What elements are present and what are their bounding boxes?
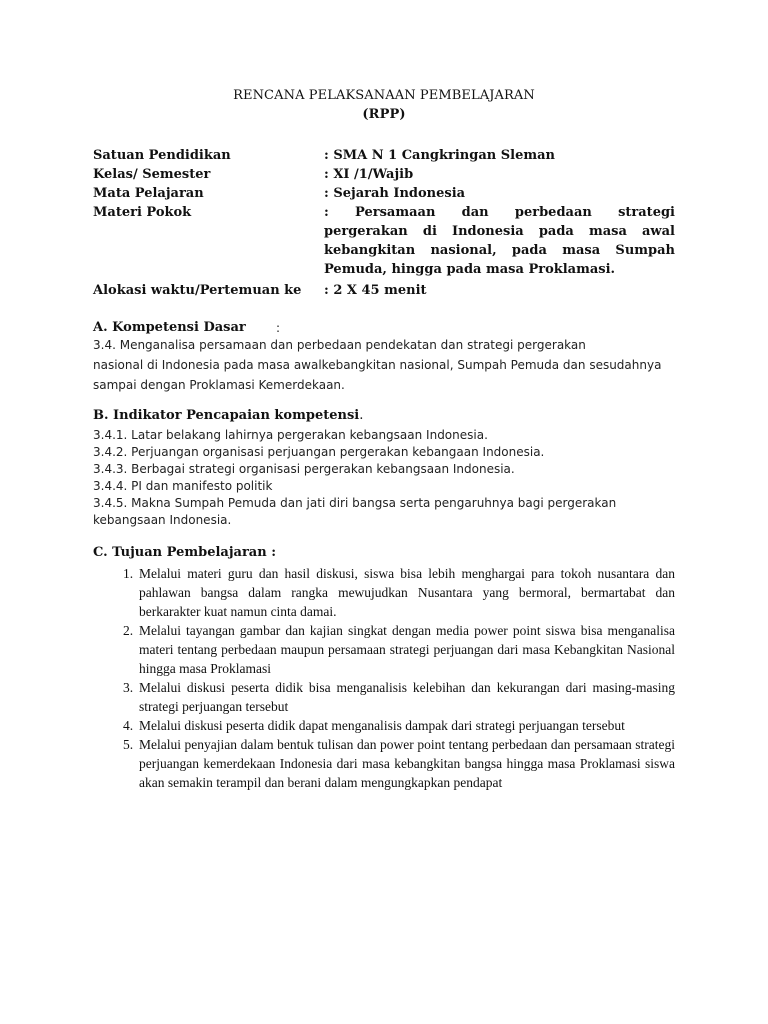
identity-value: : Persamaan dan perbedaan strategi pergerakan di Indonesia pada masa awal kebangkitan nasional, pada masa Sumpah Pemuda, hingga pada masa Proklamasi. xyxy=(324,205,675,277)
list-item-text: Melalui penyajian dalam bentuk tulisan dan power point tentang perbedaan dan persamaan strategi perjuangan kemerdekaan Indonesia dari masa kebangkitan bangsa hingga masa Proklamasi siswa akan semakin terampil dan berani dalam mengungkapkan pendapat xyxy=(139,737,675,790)
indicator-line: 3.4.3. Berbagai strategi organisasi pergerakan kebangsaan Indonesia. xyxy=(93,462,515,476)
section-b-title: B. Indikator Pencapaian kompetensi xyxy=(93,408,360,423)
document-title: RENCANA PELAKSANAAN PEMBELAJARAN xyxy=(233,88,535,103)
list-item xyxy=(93,621,675,678)
indicator-line: 3.4.1. Latar belakang lahirnya pergerakan kebangsaan Indonesia. xyxy=(93,428,488,442)
list-item xyxy=(93,735,675,792)
list-item xyxy=(93,716,675,735)
learning-goals-list xyxy=(93,564,675,792)
document-subtitle: (RPP) xyxy=(362,107,406,122)
identity-label: Mata Pelajaran xyxy=(93,186,204,201)
list-item-text: Melalui tayangan gambar dan kajian singkat dengan media power point siswa bisa menganalisa materi tentang perbedaan maupun persamaan strategi perjuangan dari masa Kebangkitan Nasional hingga masa Proklamasi xyxy=(139,623,675,676)
indicator-line: 3.4.4. PI dan manifesto politik xyxy=(93,479,273,493)
identity-label: Materi Pokok xyxy=(93,205,192,220)
list-item-number: 4. xyxy=(123,718,134,733)
identity-value: : Sejarah Indonesia xyxy=(324,186,466,201)
section-c-heading: C. Tujuan Pembelajaran : xyxy=(93,545,277,560)
section-b-trail: . xyxy=(359,408,364,423)
list-item-text: Melalui materi guru dan hasil diskusi, siswa bisa lebih menghargai para tokoh nusantara dan pahlawan bangsa dalam rangka mewujudkan Nusantara yang bermoral, bermartabat dan berkarakter kuat namun cinta damai. xyxy=(139,566,675,619)
section-a-title: A. Kompetensi Dasar xyxy=(93,320,246,335)
section-b-heading xyxy=(93,408,363,423)
section-a-line: sampai dengan Proklamasi Kemerdekaan. xyxy=(93,378,345,392)
indicator-line: 3.4.2. Perjuangan organisasi perjuangan pergerakan kebangaan Indonesia. xyxy=(93,445,545,459)
list-item-text: Melalui diskusi peserta didik dapat menganalisis dampak dari strategi perjuangan tersebut xyxy=(139,718,625,733)
indicator-line: kebangsaan Indonesia. xyxy=(93,513,232,527)
section-a-heading xyxy=(93,320,246,335)
identity-label: Alokasi waktu/Pertemuan ke xyxy=(93,283,302,298)
section-a-line: 3.4. Menganalisa persamaan dan perbedaan pendekatan dan strategi pergerakan xyxy=(93,338,586,352)
identity-value: : 2 X 45 menit xyxy=(324,283,427,298)
list-item-number: 3. xyxy=(123,680,134,695)
identity-value: : XI /1/Wajib xyxy=(324,167,414,182)
indicator-line: 3.4.5. Makna Sumpah Pemuda dan jati diri bangsa serta pengaruhnya bagi pergerakan xyxy=(93,496,617,510)
identity-label: Satuan Pendidikan xyxy=(93,148,231,163)
list-item-text: Melalui diskusi peserta didik bisa menganalisis kelebihan dan kekurangan dari masing-masing strategi perjuangan tersebut xyxy=(139,680,675,714)
list-item-number: 5. xyxy=(123,737,134,752)
identity-value: : SMA N 1 Cangkringan Sleman xyxy=(324,148,555,163)
list-item xyxy=(93,564,675,621)
section-a-line: nasional di Indonesia pada masa awalkebangkitan nasional, Sumpah Pemuda dan sesudahnya xyxy=(93,358,662,372)
list-item-number: 2. xyxy=(123,623,134,638)
section-a-colon: : xyxy=(276,321,281,335)
list-item-number: 1. xyxy=(123,566,134,581)
identity-label: Kelas/ Semester xyxy=(93,167,211,182)
list-item xyxy=(93,678,675,716)
